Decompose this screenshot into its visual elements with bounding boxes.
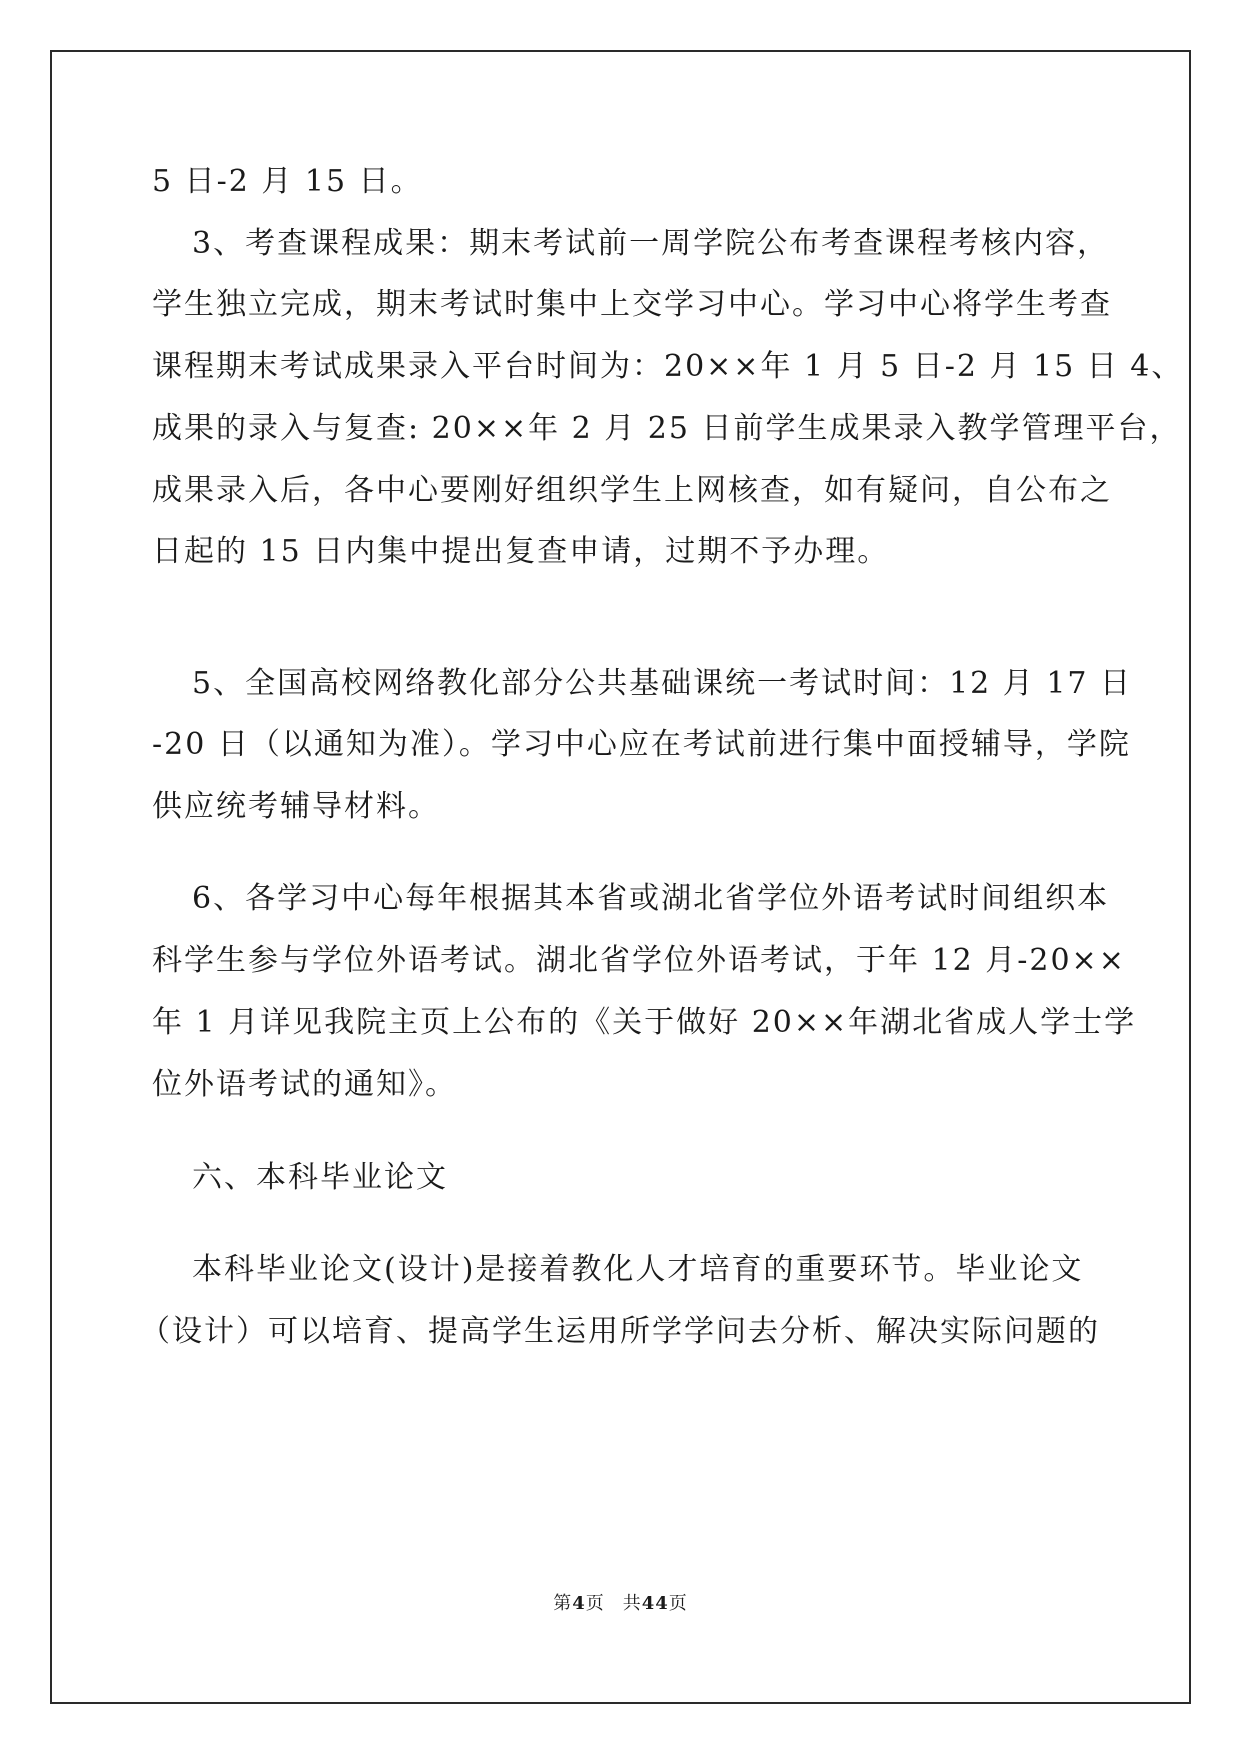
paragraph-start-line: 5、全国高校网络教化部分公共基础课统一考试时间：12 月 17 日 — [192, 666, 1133, 701]
footer-page-total: 44 — [641, 1593, 669, 1614]
text-line: 供应统考辅导材料。 — [152, 789, 440, 824]
text-line: 科学生参与学位外语考试。湖北省学位外语考试，于年 12 月-20×× — [152, 943, 1126, 978]
footer-page-suffix: 页 — [585, 1593, 605, 1614]
text-line: 5 日-2 月 15 日。 — [152, 164, 423, 199]
footer-page-prefix: 第 — [553, 1593, 573, 1614]
footer-page-current: 4 — [572, 1593, 586, 1614]
text-line: 学生独立完成，期末考试时集中上交学习中心。学习中心将学生考查 — [152, 287, 1112, 322]
text-line: 成果录入后，各中心要刚好组织学生上网核查，如有疑问，自公布之 — [152, 473, 1112, 508]
section-heading: 六、本科毕业论文 — [192, 1160, 448, 1195]
text-line: 位外语考试的通知》。 — [152, 1067, 457, 1102]
text-line: 课程期末考试成果录入平台时间为：20××年 1 月 5 日-2 月 15 日 4、 — [152, 349, 1184, 384]
text-line: -20 日（以通知为准）。学习中心应在考试前进行集中面授辅导，学院 — [152, 727, 1131, 762]
paragraph-start-line: 3、考查课程成果：期末考试前一周学院公布考查课程考核内容， — [192, 226, 1110, 261]
page-footer — [0, 1592, 1241, 1616]
text-line: （设计）可以培育、提高学生运用所学学问去分析、解决实际问题的 — [140, 1314, 1100, 1349]
footer-total-prefix: 共 — [622, 1593, 642, 1614]
text-line: 日起的 15 日内集中提出复查申请，过期不予办理。 — [152, 534, 890, 569]
footer-total-suffix: 页 — [668, 1593, 688, 1614]
text-line: 年 1 月详见我院主页上公布的《关于做好 20××年湖北省成人学士学 — [152, 1005, 1137, 1040]
paragraph-start-line: 6、各学习中心每年根据其本省或湖北省学位外语考试时间组织本 — [192, 881, 1110, 916]
text-line: 成果的录入与复查: 20××年 2 月 25 日前学生成果录入教学管理平台， — [152, 411, 1182, 446]
paragraph-start-line: 本科毕业论文(设计)是接着教化人才培育的重要环节。毕业论文 — [192, 1252, 1084, 1287]
